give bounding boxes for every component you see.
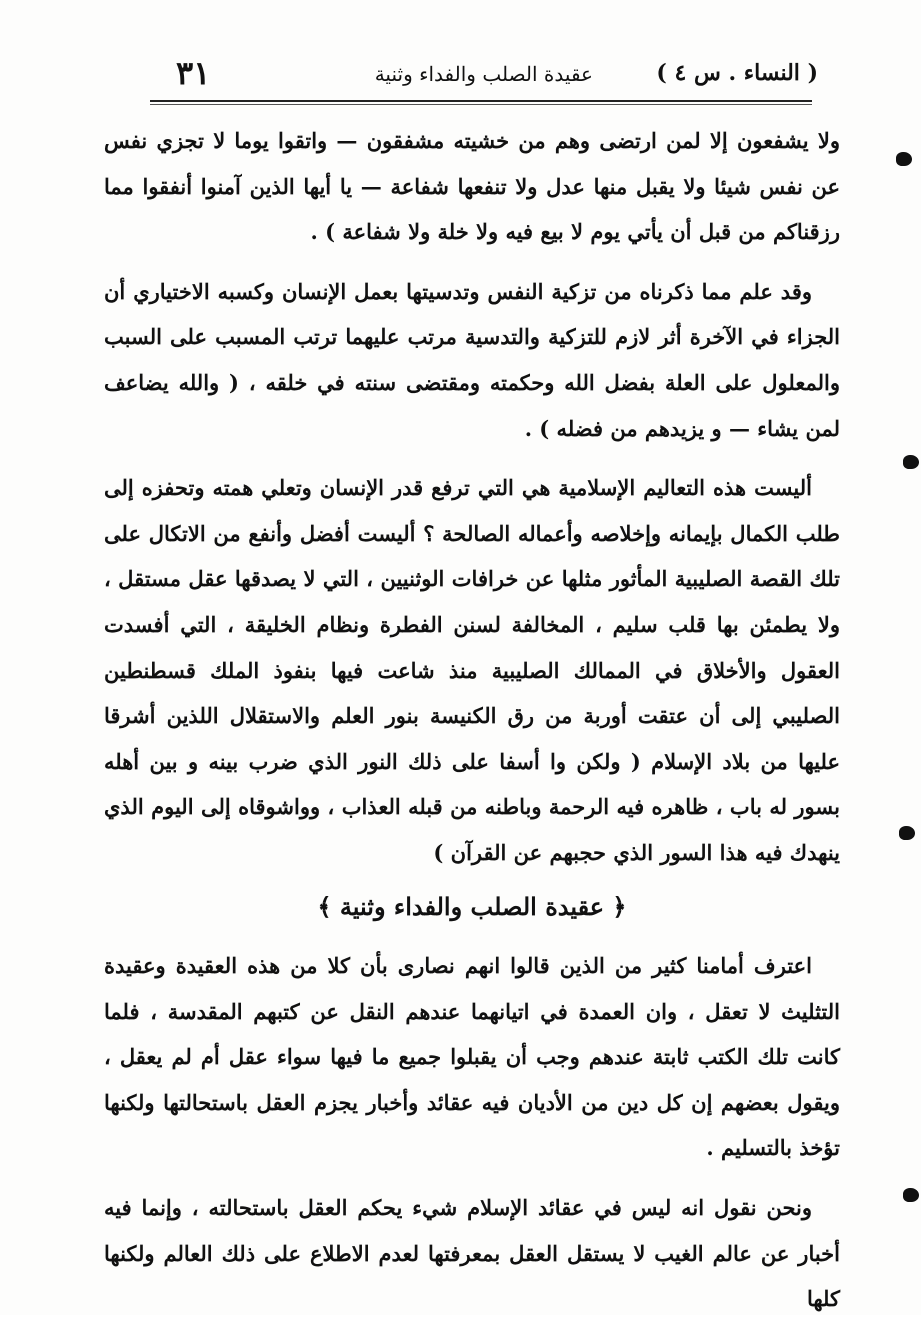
section-heading: ﴿ عقيدة الصلب والفداء وثنية ﴾ (317, 891, 627, 921)
header-topic: عقيدة الصلب والفداء وثنية (374, 62, 593, 86)
scan-hole-mark (899, 826, 915, 840)
scan-hole-mark (903, 1188, 919, 1202)
header-surah-reference: ( النساء . س ٤ ) (656, 60, 818, 86)
paragraph-2: وقد علم مما ذكرناه من تزكية النفس وتدسيتها بعمل الإنسان وكسبه الاختياري أن الجزاء في الآخرة أثر لازم للتزكية والتدسية مرتب عليهما ترتب المسبب على السبب والمعلول على العلة بفضل الله وحكمته ومقتضى سنته في خلقه ، ( والله يضاعف لمن يشاء — و يزيدهم من فضله ) . (104, 278, 840, 441)
paragraph-1: ولا يشفعون إلا لمن ارتضى وهم من خشيته مشفقون — واتقوا يوما لا تجزي نفس عن نفس شيئا ولا يقبل منها عدل ولا تنفعها شفاعة — يا أيها الذين آمنوا أنفقوا مما رزقناكم من قبل أن يأتي يوم لا بيع فيه ولا خلة ولا شفاعة ) . (104, 128, 840, 245)
page-header (118, 52, 818, 104)
page-body (104, 118, 840, 1322)
scan-hole-mark (903, 455, 919, 469)
section-paragraph-2: ونحن نقول انه ليس في عقائد الإسلام شيء يحكم العقل باستحالته ، وإنما فيه أخبار عن عالم الغيب لا يستقل العقل بمعرفتها لعدم الاطلاع على ذلك العالم ولكنها كلها (104, 1195, 840, 1312)
header-rule (150, 100, 812, 102)
header-rule-thin (150, 104, 812, 105)
paragraph-3: أليست هذه التعاليم الإسلامية هي التي ترفع قدر الإنسان وتعلي همته وتحفزه إلى طلب الكمال بإيمانه وإخلاصه وأعماله الصالحة ؟ أليست أفضل وأنفع من الاتكال على تلك القصة الصليبية المأثور مثلها عن خرافات الوثنيين ، التي لا يصدقها عقل مستقل ، ولا يطمئن بها قلب سليم ، المخالفة لسنن الفطرة ونظام الخليقة ، التي أفسدت العقول والأخلاق في الممالك الصليبية منذ شاعت فيها بنفوذ الملك قسطنطين الصليبي إلى أن عتقت أوربة من رق الكنيسة بنور العلم والاستقلال اللذين أشرقا عليها من بلاد الإسلام ( ولكن وا أسفا على ذلك النور الذي ضرب بينه و بين أهله بسور له باب ، ظاهره فيه الرحمة وباطنه من قبله العذاب ، وواشوقاه إلى اليوم الذي ينهدك فيه هذا السور الذي حجبهم عن القرآن ) (104, 475, 840, 865)
section-paragraph-1: اعترف أمامنا كثير من الذين قالوا انهم نصارى بأن كلا من هذه العقيدة وعقيدة التثليث لا تعقل ، وان العمدة في اتيانهما عندهم النقل عن كتبهم المقدسة ، فلما كانت تلك الكتب ثابتة عندهم وجب أن يقبلوا جميع ما فيها سواء عقل أم لم يعقل ، ويقول بعضهم إن كل دين من الأديان فيه عقائد وأخبار يجزم العقل باستحالتها ولكنها تؤخذ بالتسليم . (104, 953, 840, 1161)
scan-hole-mark (896, 152, 912, 166)
page-number: ٣١ (176, 54, 211, 92)
